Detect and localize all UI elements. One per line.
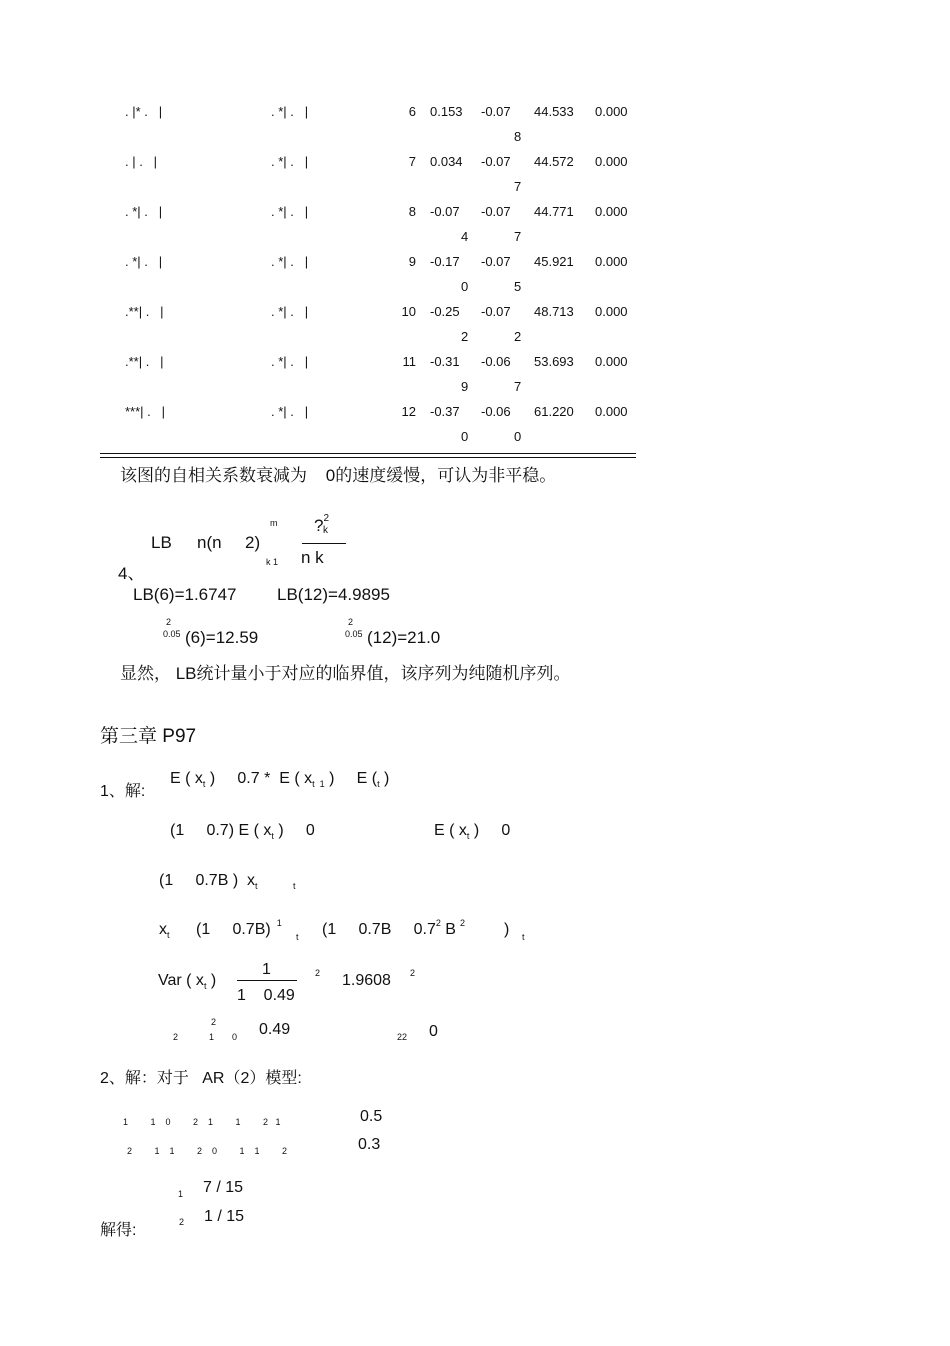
lb-sum-lower: k 1 — [266, 557, 279, 567]
eq1-a: E ( x — [170, 770, 203, 787]
sol1-sub: 1 — [178, 1189, 184, 1199]
var-a: Var ( x — [158, 972, 204, 989]
lb12-value: LB(12)=4.9895 — [277, 585, 390, 604]
rho1-sub: 1 — [209, 1032, 215, 1042]
eq2-sub-t: t — [271, 831, 274, 841]
eq4-sup: 1 — [276, 918, 282, 928]
chi12-sub: 0.05 — [345, 629, 363, 639]
lag-cell: 7 — [408, 154, 416, 169]
var-sup: 2 — [315, 968, 321, 978]
conclusion-text-a: 该图的自相关系数衰减为 — [120, 466, 307, 485]
eq1-d: ) — [379, 770, 390, 787]
pac-value-wrap: 8 — [514, 129, 522, 144]
lag-cell: 8 — [408, 204, 416, 219]
acf-bar: .**| . | — [125, 304, 164, 319]
q-stat: 48.713 — [534, 304, 574, 319]
lb-rho-sup: 2 — [323, 513, 330, 524]
sol1-value: 7 / 15 — [203, 1179, 244, 1196]
chapter-heading: 第三章 P97 — [100, 726, 197, 747]
rho1-sup: 2 — [211, 1017, 217, 1027]
pacf-bar: . *| . | — [271, 204, 309, 219]
acf-bar: . *| . | — [125, 254, 163, 269]
pac-value-wrap: 5 — [514, 279, 522, 294]
var-sup2: 2 — [410, 968, 416, 978]
rho0-sub: 0 — [232, 1032, 238, 1042]
eq4-sup3: 2 — [459, 918, 465, 928]
pac-value: -0.07 — [481, 104, 511, 119]
eq4-b: (1 0.7B) — [196, 921, 271, 938]
eq4-eps-sub: t — [296, 932, 299, 942]
phi22-value: 0 — [429, 1023, 438, 1040]
sol2-value: 1 / 15 — [204, 1208, 245, 1225]
eq4-c: (1 0.7B 0.7 — [322, 921, 436, 938]
lb-fraction-line — [302, 543, 346, 544]
prob-value: 0.000 — [595, 404, 628, 419]
ac-value: 0.153 — [430, 104, 463, 119]
var-sub-t: t — [203, 981, 207, 991]
var-b: ) — [206, 972, 217, 989]
pacf-bar: . *| . | — [271, 254, 309, 269]
eq1-sub-t2: t — [377, 779, 380, 789]
eq1-c: ) E ( — [324, 770, 378, 787]
eq2-a: (1 0.7) E ( x — [170, 822, 272, 839]
pacf-bar: . *| . | — [271, 104, 309, 119]
ac-value: -0.37 — [430, 404, 460, 419]
ac-value: 0.034 — [430, 154, 463, 169]
eq3-eps-sub: t — [293, 881, 296, 891]
solve-label: 解得: — [100, 1222, 137, 1239]
q-stat: 53.693 — [534, 354, 574, 369]
eq4-x — [159, 921, 170, 939]
ac-value-wrap: 4 — [461, 229, 469, 244]
eq2-c: E ( x — [434, 822, 467, 839]
chi12-sup: 2 — [348, 617, 354, 627]
yw-eq2-subs: 2 1 1 2 0 1 1 2 — [127, 1146, 288, 1156]
var-fraction-line — [237, 980, 297, 981]
pac-value: -0.07 — [481, 254, 511, 269]
lb-2: 2) — [245, 533, 261, 552]
lb-symbol: LB — [151, 533, 172, 552]
yw-eq1-subs: 1 1 0 2 1 1 2 1 — [123, 1117, 281, 1127]
eq4-inverse — [196, 918, 282, 939]
eq1-sub-t1: t 1 — [312, 779, 325, 789]
lb-rho-sub: k — [323, 525, 329, 536]
acf-bar: .**| . | — [125, 354, 164, 369]
pac-value-wrap: 7 — [514, 379, 522, 394]
item-4-label: 4、 — [118, 564, 145, 583]
eq3-sub-t: t — [255, 881, 258, 891]
prob-value: 0.000 — [595, 204, 628, 219]
pac-value: -0.07 — [481, 304, 511, 319]
lag-cell: 9 — [408, 254, 416, 269]
ac-value-wrap: 0 — [461, 279, 469, 294]
pac-value-wrap: 2 — [514, 329, 522, 344]
table-rule-bottom — [100, 457, 636, 458]
q1-label: 1、解: — [100, 783, 146, 800]
eq1 — [170, 770, 389, 788]
pac-value: -0.07 — [481, 154, 511, 169]
acf-bar: ***| . | — [125, 404, 165, 419]
ac-value: -0.07 — [430, 204, 460, 219]
prob-value: 0.000 — [595, 304, 628, 319]
conclusion-q4: 显然， LB统计量小于对应的临界值，该序列为纯随机序列。 — [120, 664, 571, 683]
pac-value-wrap: 7 — [514, 229, 522, 244]
eq4-sub-t: t — [167, 930, 170, 940]
eq1-sub-t: t — [202, 779, 206, 789]
yw-eq2-value: 0.3 — [358, 1136, 381, 1153]
lb-n: n(n — [197, 533, 222, 552]
eq1-b: ) 0.7 * E ( x — [205, 770, 313, 787]
chi6-sub: 0.05 — [163, 629, 181, 639]
eq4-d: B — [440, 921, 456, 938]
pac-value-wrap: 7 — [514, 179, 522, 194]
yw-eq1-value: 0.5 — [360, 1108, 383, 1125]
prob-value: 0.000 — [595, 104, 628, 119]
pacf-bar: . *| . | — [271, 404, 309, 419]
ac-value-wrap: 0 — [461, 429, 469, 444]
lb-rho: ? — [314, 516, 324, 535]
pac-value: -0.06 — [481, 354, 511, 369]
eq2 — [170, 822, 315, 840]
chi6-sup: 2 — [166, 617, 172, 627]
eq4-sup2: 2 — [435, 918, 441, 928]
table-rule-top — [100, 453, 636, 454]
q-stat: 44.533 — [534, 104, 574, 119]
lb-denominator: n k — [301, 548, 324, 567]
lb6-value: LB(6)=1.6747 — [133, 585, 237, 604]
conclusion-q3 — [120, 461, 556, 486]
eq4-expansion — [322, 918, 465, 939]
lb-numerator — [314, 513, 334, 536]
var-lhs — [158, 972, 216, 990]
eq2-c-sub-t: t — [466, 831, 470, 841]
var-numerator: 1 — [262, 961, 271, 978]
acf-bar: . *| . | — [125, 204, 163, 219]
q-stat: 61.220 — [534, 404, 574, 419]
eq2-b: ) 0 — [273, 822, 315, 839]
lag-cell: 6 — [408, 104, 416, 119]
eq4-eps-sub2: t — [522, 932, 525, 942]
lag-cell: 11 — [402, 354, 416, 369]
conclusion-text-b: 的速度缓慢，可认为非平稳。 — [335, 466, 557, 485]
pac-value: -0.06 — [481, 404, 511, 419]
pac-value: -0.07 — [481, 204, 511, 219]
chi12-value: (12)=21.0 — [367, 628, 441, 647]
acf-bar: . | . | — [125, 154, 158, 169]
pacf-bar: . *| . | — [271, 354, 309, 369]
rho2-sub: 2 — [173, 1032, 179, 1042]
pacf-bar: . *| . | — [271, 154, 309, 169]
ac-value-wrap: 2 — [461, 329, 469, 344]
chi6-value: (6)=12.59 — [185, 628, 259, 647]
prob-value: 0.000 — [595, 354, 628, 369]
phi22-sub: 22 — [397, 1032, 408, 1042]
ac-value: -0.31 — [430, 354, 460, 369]
var-denominator: 1 0.49 — [237, 987, 295, 1004]
lb-sum-upper: m — [270, 518, 278, 528]
eq3 — [159, 872, 258, 890]
eq2-d: ) 0 — [469, 822, 511, 839]
prob-value: 0.000 — [595, 154, 628, 169]
eq2-result — [434, 822, 510, 840]
pac-value-wrap: 0 — [514, 429, 522, 444]
sol2-sub: 2 — [179, 1217, 185, 1227]
pacf-bar: . *| . | — [271, 304, 309, 319]
acf-bar: . |* . | — [125, 104, 163, 119]
q-stat: 45.921 — [534, 254, 574, 269]
rho-value: 0.49 — [259, 1021, 291, 1038]
ac-value: -0.25 — [430, 304, 460, 319]
q2-label: 2、解：对于 AR（2）模型: — [100, 1070, 302, 1087]
ac-value-wrap: 9 — [461, 379, 469, 394]
lag-cell: 10 — [401, 304, 416, 319]
q-stat: 44.572 — [534, 154, 574, 169]
eq4-close: ) — [504, 921, 510, 938]
conclusion-zero: 0 — [325, 466, 336, 485]
lag-cell: 12 — [401, 404, 416, 419]
var-value: 1.9608 — [342, 972, 391, 989]
prob-value: 0.000 — [595, 254, 628, 269]
eq3-a: (1 0.7B ) x — [159, 872, 256, 889]
q-stat: 44.771 — [534, 204, 574, 219]
eq4-a: x — [159, 921, 167, 938]
ac-value: -0.17 — [430, 254, 460, 269]
